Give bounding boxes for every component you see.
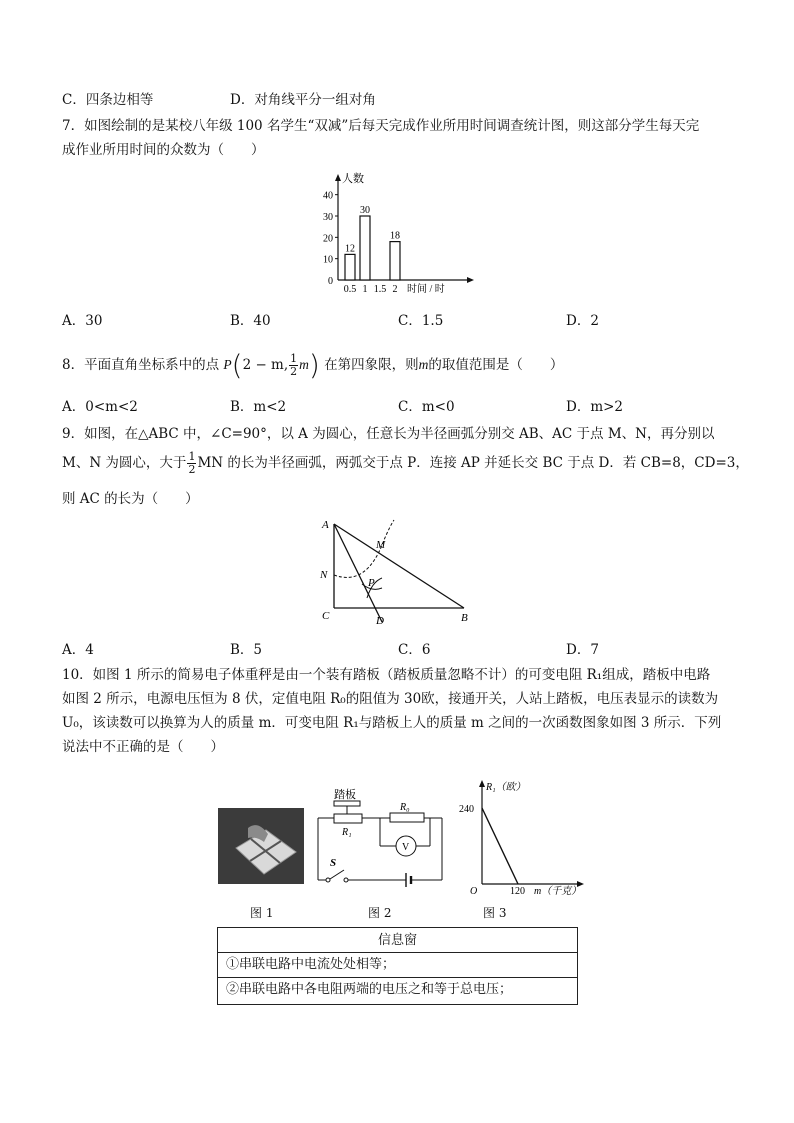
chart-y-tick-label: 40 <box>323 190 333 202</box>
q8-option-d: D．m>2 <box>566 399 624 415</box>
q10-r1-label: R₁ <box>342 827 352 838</box>
q10-stem-line1: 10．如图 1 所示的简易电子体重秤是由一个装有踏板（踏板质量忽略不计）的可变电阻 R₁组成，踏板中电路 <box>62 667 711 683</box>
q9-stem-line1: 9．如图，在△ABC 中，∠C=90°，以 A 为圆心，任意长为半径画弧分别交 AB、AC 于点 M、N，再分别以 <box>62 426 715 442</box>
q8-fraction <box>289 353 298 378</box>
q8-suffix-a: 在第四象限，则 <box>324 357 419 373</box>
q10-fig3-origin: O <box>470 886 478 897</box>
q6-option-c: C．四条边相等 <box>62 92 154 108</box>
q8-coord-y-var: m <box>299 357 309 372</box>
q9-line2-b: MN 的长为半径画弧，两弧交于点 P．连接 AP 并延长交 BC 于点 D．若 CB=8，CD=3， <box>197 455 749 471</box>
q9-option-a: A．4 <box>62 642 94 658</box>
q9-triangle-figure <box>312 512 487 630</box>
q9-option-c: C．6 <box>398 642 431 658</box>
chart-data-label: 18 <box>390 230 400 242</box>
chart-data-label: 30 <box>360 205 370 216</box>
q7-stem-line2: 成作业所用时间的众数为（ ） <box>62 142 265 158</box>
chart-bar <box>390 242 400 280</box>
q10-stem-line3: U₀，该读数可以换算为人的质量 m．可变电阻 R₁与踏板上人的质量 m 之间的一次函数图象如图 3 所示．下列 <box>62 715 722 731</box>
q8-frac-den: 2 <box>290 365 298 378</box>
chart-y-label: 人数 <box>342 173 364 185</box>
q9-option-b: B．5 <box>230 642 263 658</box>
q10-info-window <box>217 927 578 1005</box>
q10-info-item-1: ①串联电路中电流处处相等； <box>218 952 577 977</box>
q10-fig3-x-value: 120 <box>510 886 525 897</box>
chart-bar <box>345 254 355 280</box>
q10-fig3-graph <box>458 776 594 898</box>
q8-left-paren: ( <box>231 348 243 382</box>
q8-stem <box>62 348 564 382</box>
q7-bar-chart <box>310 170 490 300</box>
q10-switch-label: S <box>330 857 337 869</box>
q8-prefix: 8．平面直角坐标系中的点 <box>62 357 220 373</box>
q8-var-m: m <box>418 357 429 372</box>
q9-frac-num: 1 <box>188 450 196 463</box>
chart-x-label: 时间 / 时 <box>407 284 445 295</box>
q8-option-a: A．0<m<2 <box>62 399 138 415</box>
chart-x-tick-label: 2 <box>392 284 398 295</box>
q10-stem-line2: 如图 2 所示，电源电压恒为 8 伏，定值电阻 R₀的阻值为 30欧，接通开关，人站上踏板，电压表显示的读数为 <box>62 691 719 707</box>
q9-label-c: C <box>322 610 330 622</box>
q8-option-c: C．m<0 <box>398 399 455 415</box>
q8-coord-x: 2 − m, <box>242 357 289 373</box>
q10-stem-line4: 说法中不正确的是（ ） <box>62 739 224 755</box>
q9-option-d: D．7 <box>566 642 599 658</box>
q9-label-n: N <box>320 569 328 581</box>
chart-y-tick-label: 10 <box>323 254 333 266</box>
q7-option-c: C．1.5 <box>398 313 444 329</box>
q10-fig3-caption: 图 3 <box>483 906 507 920</box>
chart-y-tick-label: 0 <box>328 276 333 287</box>
q10-pedal-label: 踏板 <box>334 789 356 801</box>
q8-frac-num: 1 <box>290 352 298 365</box>
q9-label-a: A <box>322 519 329 531</box>
q10-fig1-caption: 图 1 <box>250 906 274 920</box>
q9-label-b: B <box>461 612 468 624</box>
q9-stem-line2 <box>62 450 749 476</box>
chart-x-tick-label: 0.5 <box>343 284 357 295</box>
chart-y-tick-label: 30 <box>323 212 333 223</box>
chart-bar <box>360 216 370 280</box>
q10-voltmeter-label: V <box>402 842 410 853</box>
q9-frac-den: 2 <box>188 463 196 476</box>
q6-option-d: D．对角线平分一组对角 <box>230 92 376 108</box>
q10-fig3-y-value: 240 <box>459 804 474 815</box>
q7-option-a: A．30 <box>62 313 103 329</box>
q8-point-name: P <box>223 357 232 372</box>
q10-fig2-caption: 图 2 <box>368 906 392 920</box>
chart-x-tick-label: 1 <box>362 284 368 295</box>
q9-fraction <box>187 451 196 476</box>
chart-y-axis-arrow <box>335 174 341 181</box>
q7-option-d: D．2 <box>566 313 599 329</box>
q8-suffix-b: 的取值范围是（ ） <box>428 357 564 373</box>
chart-data-label: 12 <box>345 243 355 255</box>
q9-stem-line3: 则 AC 的长为（ ） <box>62 491 199 507</box>
q9-line2-a: M、N 为圆心，大于 <box>62 455 187 471</box>
q7-option-b: B．40 <box>230 313 271 329</box>
chart-x-tick-label: 1.5 <box>373 284 387 295</box>
q8-right-paren: ) <box>308 348 320 382</box>
q10-info-title: 信息窗 <box>377 933 417 948</box>
chart-y-tick-label: 20 <box>323 233 333 245</box>
q10-r0-label: R₀ <box>400 802 410 813</box>
q10-fig1-photo <box>218 808 304 884</box>
q8-option-b: B．m<2 <box>230 399 287 415</box>
q9-label-m: M <box>376 539 386 551</box>
q10-info-item-2: ②串联电路中各电阻两端的电压之和等于总电压； <box>218 977 577 1002</box>
q10-fig3-xlabel: m（千克） <box>534 886 582 897</box>
q9-label-d: D <box>376 615 384 627</box>
q9-label-p: P <box>368 577 375 589</box>
q7-stem-line1: 7．如图绘制的是某校八年级 100 名学生“双减”后每天完成作业所用时间调查统计图，则这部分学生每天完 <box>62 118 700 134</box>
q10-fig3-ylabel: R₁（欧） <box>486 782 526 793</box>
chart-x-axis-arrow <box>467 277 474 283</box>
q10-fig2-circuit <box>310 784 450 890</box>
